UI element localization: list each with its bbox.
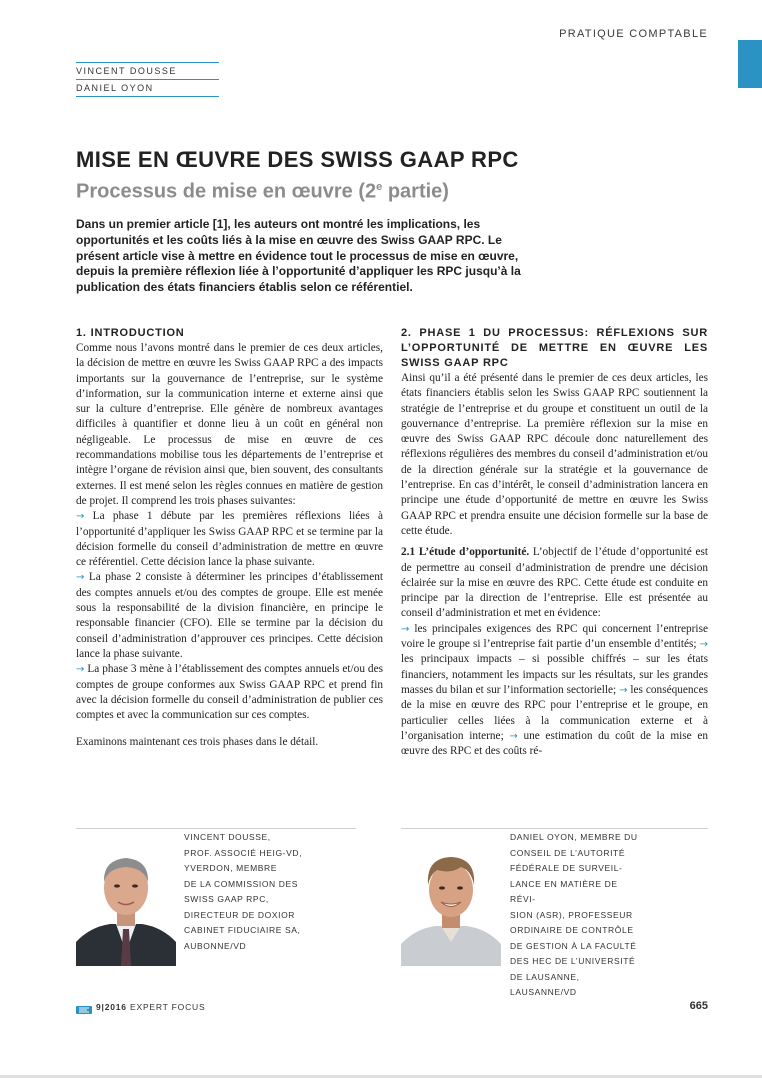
closing-paragraph: Examinons maintenant ces trois phases dans le détail. [76,736,319,749]
bio-line: VINCENT DOUSSE, [184,832,271,842]
bullet-text: les conséquences de la mise en œuvre des RPC pour l’entreprise et le groupe, en particulier celles liées à la communication externe et à l’organisation interne; [401,683,708,742]
article-lead: Dans un premier article [1], les auteurs ont montré les implications, les opportunités et les coûts liés à la mise en œuvre des Swiss GAAP RPC. Le présent article vise à mettre en évidence tout le processus de mise en œuvre, depuis la première réflexion liée à l’opportunité d’appliquer les RPC jusqu’à la publication des états financiers établis selon ce référentiel. [76,217,521,295]
subtitle-end: partie) [382,180,449,203]
right-column [401,326,708,759]
section-heading: 1. INTRODUCTION [76,327,185,339]
subsection-title: 2.1 L’étude d’opportunité. [401,546,530,559]
bullet-text: les principales exigences des RPC qui concernent l’entreprise voire le groupe si l’entreprise fait partie d’un ensemble d’entités; [401,622,708,651]
arrow-icon: → [76,511,85,523]
article-title: MISE EN ŒUVRE DES SWISS GAAP RPC [76,147,519,172]
page-number: 665 [689,1000,708,1012]
phase-item [76,662,383,723]
bio-line: DE LA COMMISSION DES [184,878,299,889]
bullet-text: les principaux impacts – si possible chiffrés – sur les états financiers, notamment les impacts sur les résultats, sur les grandes masses du bilan et sur l’information sectorielle; [401,653,708,696]
bio-line: CONSEIL DE L’AUTORITÉ [510,847,626,858]
phase-item [76,509,383,570]
subsection-paragraph [401,545,708,621]
author-bio-dousse [184,830,314,954]
author-photo-dousse [76,830,176,966]
bio-line: CABINET FIDUCIAIRE SA, [184,925,301,935]
bio-line: DANIEL OYON, MEMBRE DU [510,832,638,842]
arrow-icon: → [401,623,410,635]
left-column [76,326,383,751]
author-list [76,62,219,97]
section-heading: 2. PHASE 1 DU PROCESSUS: RÉFLEXIONS SUR L’OPPORTUNITÉ DE METTRE EN ŒUVRE LES SWISS GAAP RPC [401,327,708,369]
arrow-icon: → [509,730,518,742]
bio-line: DE GESTION À LA FACULTÉ [510,940,637,951]
subtitle-main: Processus de mise en œuvre (2 [76,180,377,203]
footer-magazine: EXPERT FOCUS [130,1002,206,1012]
bio-line: SWISS GAAP RPC, [184,894,269,904]
body-paragraph: Ainsi qu’il a été présenté dans le premier de ces deux articles, les états financiers établis selon les Swiss GAAP RPC soutiennent la stratégie de l’entreprise et du groupe et constituent un outil de la gouvernance d’entreprise. La première réflexion sur la mise en œuvre des Swiss GAAP RPC découle donc naturellement des réflexions régulières des membres du conseil d’administration et/ou de la direction générale sur la stratégie et la gouvernance de l’entreprise. En cas d’intérêt, le conseil d’administration lancera en principe une étude d’opportunité de mettre en œuvre les Swiss GAAP RPC et prendra ensuite une décision formelle sur la base de cette étude. [401,372,708,537]
section-label: PRATIQUE COMPTABLE [559,28,708,40]
subsection-text: L’objectif de l’étude d’opportunité est de permettre au conseil d’administration de prendre une décision éclairée sur la mise en œuvre des RPC. Cette étude est conduite en principe par la direction de l’entreprise. Elle est présentée au conseil d’administration et met en évidence: [401,546,708,620]
bio-line: ORDINAIRE DE CONTRÔLE [510,925,634,935]
author-name: DANIEL OYON [76,79,219,97]
phase-text: La phase 2 consiste à déterminer les principes d’établissement des comptes annuels et/ou des comptes de groupe. Elle est menée sous la responsabilité de la division financière, en principe le responsable financier (CFO). Elle se termine par la décision du conseil d’administration d’approuver ces principes. Cette décision lance la phase suivante. [76,571,383,660]
footer-publication [96,1002,205,1012]
bio-line: PROF. ASSOCIÉ HEIG-VD, [184,847,303,858]
expert-focus-logo-icon [76,1002,92,1020]
bio-line: YVERDON, MEMBRE [184,863,278,873]
bullet-text: une estimation du coût de la mise en œuvre des RPC et des coûts ré- [401,729,709,758]
bio-line: DIRECTEUR DE DOXIOR [184,909,296,920]
footer-issue: 9|2016 [96,1002,127,1012]
bio-line: FÉDÉRALE DE SURVEIL- [510,863,623,873]
article-subtitle [76,175,449,204]
bio-line: SION (ASR), PROFESSEUR [510,909,633,920]
section-tab-marker [738,40,762,88]
bio-divider [401,828,708,829]
arrow-icon: → [76,664,85,676]
author-name: VINCENT DOUSSE [76,62,219,79]
intro-paragraph: Comme nous l’avons montré dans le premier de ces deux articles, la décision de mettre en œuvre les Swiss GAAP RPC a des impacts importants sur la gouvernance de l’entreprise, sur le système d’information, sur la communication interne et externe ainsi que sur la culture d’entreprise. Elle génère de nombreux avantages difficiles à quantifier et donne lieu à un coût en général non négligeable. Le processus de mise en œuvre de ces recommandations mobilise tous les départements de l’entreprise et intègre l’organe de révision ainsi que, bien souvent, des consultants externes. Il est mené selon les règles connues en matière de gestion de projet. Il comprend les trois phases suivantes: [76,342,383,507]
bio-line: DE LAUSANNE, LAUSANNE/VD [510,971,580,997]
arrow-icon: → [76,572,85,584]
phase-item [76,570,383,662]
bio-line: AUBONNE/VD [184,940,247,951]
phase-text: La phase 3 mène à l’établissement des comptes annuels et/ou des comptes de groupe conformes aux Swiss GAAP RPC et prend fin avec la décision formelle du conseil d’administration de publier ces comptes et avec la communication sur ces comptes. [76,663,383,722]
arrow-icon: → [699,639,708,651]
phase-text: La phase 1 débute par les premières réflexions liées à l’opportunité d’appliquer les Swiss GAAP RPC et se termine par la décision formelle du conseil d’administration de mettre en œuvre ce référentiel. Cette décision lance la phase suivante. [76,510,383,569]
author-photo-oyon [401,830,501,966]
bio-line: DES HEC DE L’UNIVERSITÉ [510,956,636,966]
author-bio-oyon [510,830,640,1001]
bio-divider [76,828,356,829]
arrow-icon: → [619,684,628,696]
bio-line: LANCE EN MATIÈRE DE RÉVI- [510,878,618,904]
subtitle-superscript: e [376,181,383,193]
bullet-list [401,622,708,760]
